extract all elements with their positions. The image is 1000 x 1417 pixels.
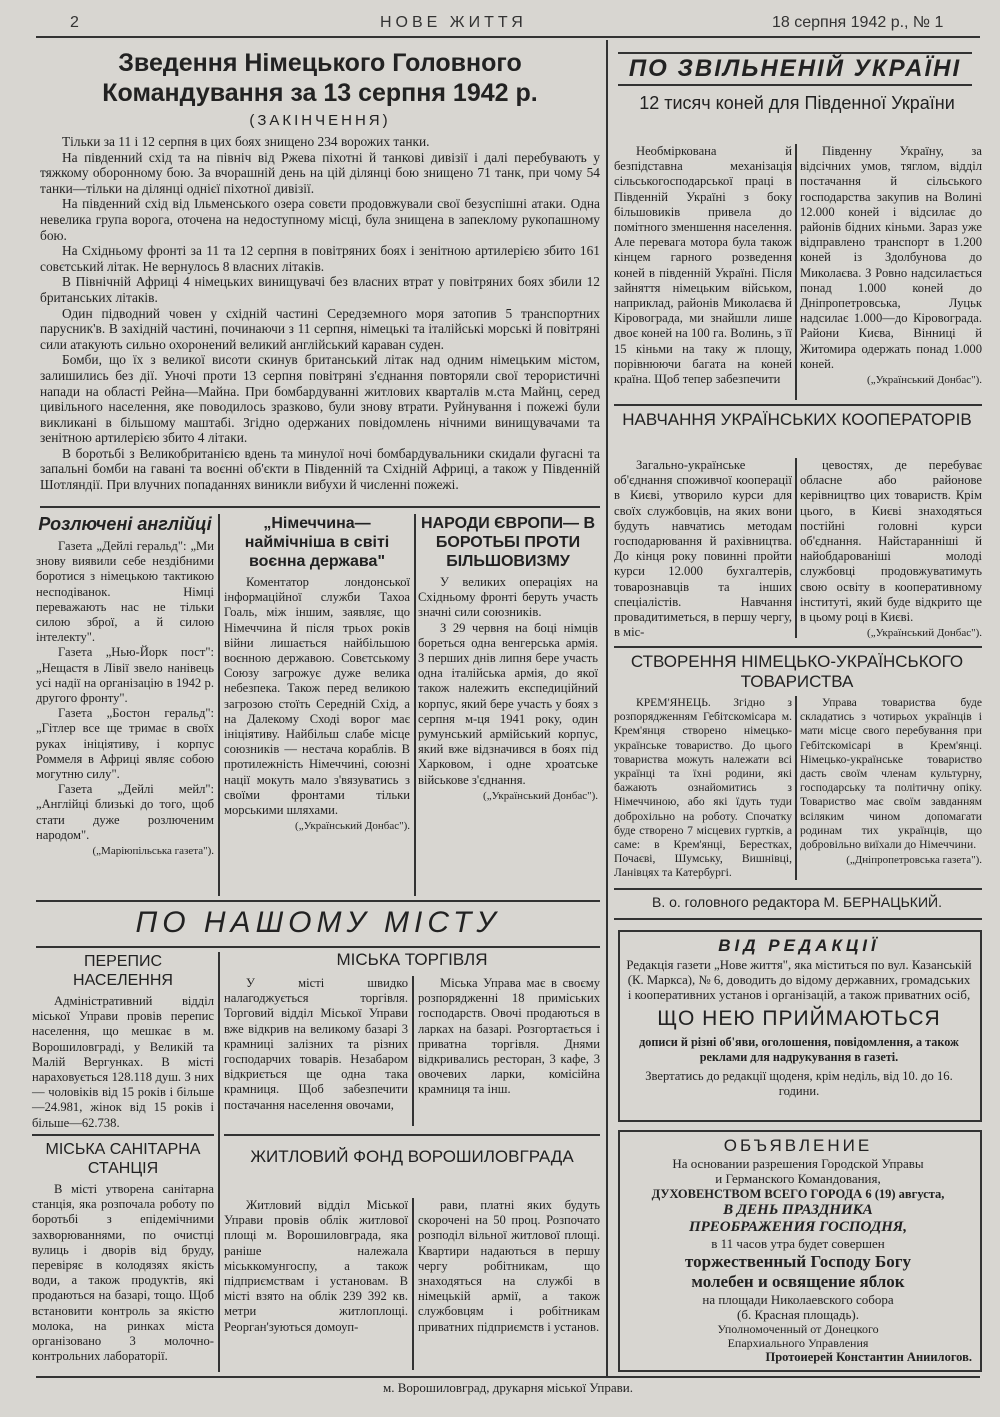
column-divider — [218, 514, 220, 896]
horses-left-text: Необміркована й безпідставна механізація сільськогосподарської праці в Південній Україні з боку більшовиків привела до помітного зменшення населення. Але перевага мотора була також кінцем гарного розведення коней в південній Україні. Після зайняття німецьким військом, наприклад, районів Миколаєва й Кіровограда, ми знайшли лише двоє коней на 100 га. Волинь, з її 15 кіньми на таку ж площу, порівнюючи багата на коней країна. Щоб тепер забезпечити — [614, 144, 792, 387]
source-note: („Дніпропетровська газета"). — [846, 854, 982, 867]
editorial-bold: дописи й різні об'яви, оголошення, повідомлення, а також реклами для надрукування в газеті. — [639, 1035, 959, 1064]
horses-left — [614, 144, 792, 387]
society-right-text: Управа товариства буде складатись з чотирьох українців і мати місце свого перебування при Гебітскомісарі в Крем'янці. Німецько-українське товариство дасть своїм членам культурну, господарську та політичну опіку. Товариство має своїм завданням всіляким чином допомагати родинам тих українців, що добровільно виїхали до Німеччини. — [800, 696, 982, 852]
source-note: („Український Донбас"). — [295, 820, 410, 833]
svodka-title-line2: Командування за 13 серпня 1942 р. — [102, 79, 538, 107]
society-title: СТВОРЕННЯ НІМЕЦЬКО-УКРАЇНСЬКОГО ТОВАРИСТВА — [630, 652, 964, 691]
society-left-text: КРЕМ'ЯНЕЦЬ. Згідно з розпорядженням Гебітскомісара м. Крем'янця створено німецько-українське товариство. До цього товариства можуть належати всі українці та їхні родини, які бажають ознайомитись з Німеччиною, або які їдуть туди доброхільно на роботу. Спочатку буде створено 7 місцевих гуртків, а саме: в Крем'янці, Берестках, Почаєві, Шумську, Вишнівці, Ланівцях та Катербургі. — [614, 696, 792, 880]
source-note: („Український Донбас"). — [867, 374, 982, 387]
column-divider — [414, 514, 416, 896]
editorial-big: ЩО НЕЮ ПРИЙМАЮТЬСЯ — [657, 1007, 941, 1030]
europe-article — [418, 514, 598, 802]
quote-paragraph: Газета „Дейлі мейл": „Англійці близькі до того, щоб стати дуже розлюченим народом". — [36, 782, 214, 842]
svodka-paragraph: В боротьбі з Великобританією вдень та минулої ночі бомбардувальники скидали фугасні та запальні бомби на гавані та воєнні об'єкти в Південній та Східній Африці, а також у Південній Шотляндії. При влучних попаданнях виникли вибухи й численні пожежі. — [40, 445, 600, 493]
editorial-text: Редакція газети „Нове життя", яка міститься по вул. Казанській (К. Маркса), № 6, доводить до відому державних, громадських і кооперативних установ і організацій, а також приватних осіб, — [626, 958, 972, 1002]
page-column-divider — [606, 40, 608, 1376]
announcement-line: в 11 часов утра будет совершен — [711, 1236, 885, 1251]
germany-paragraph: Коментатор лондонської інформаційної служби Тахоа Гоаль, між іншим, заявляє, що Німеччина й після трьох років війни лишається найбільшою воєнною державою. Совєтському Союзу загрожує дуже велика небезпека. Також перед великою загрозою стоїть Середній Схід, а на Далекому Сході ворог має ініціятиву. Найбільш слабе місце союзників — нестача кораблів. В протилежність Німеччині, союзні нації мокуть мало з'вязуватись з своїми фронтами тільки морськими шляхами. — [224, 575, 410, 818]
editorial-title: ВІД РЕДАКЦІЇ — [718, 936, 880, 955]
coop-right-text: цевостях, де перебуває обласне або районове керівництво цих товариств. Крім цього, в Києві знаходяться постійні головні курси об'єднання. Найстаранніші й найобдарованіші молоді службовці продовжуватимуть свою освіту в кооперативному інституті, який буде відкрито ще в цьому році в Києві. — [800, 458, 982, 625]
angry-english-title: Розлючені англійці — [38, 514, 212, 534]
editorial-hours: Звертатись до редакції щоденя, крім неділь, від 10. до 16. години. — [645, 1069, 953, 1098]
ukraine-banner: ПО ЗВІЛЬНЕНІЙ УКРАЇНІ — [628, 55, 962, 82]
editorial-content — [626, 936, 972, 1099]
horses-right-text: Південну Україну, за відсічних умов, тяглом, відділ постачання й сільського господарства закупив на Волині 12.000 коней і відсилає до районів бідних кіньми. Зараз уже відправлено транспорт в 1.200 коней із Здолбунова до Миколаєва. З Ровно надсилається понад 1.000 коней до Дніпропетровська, Луцьк надсилає 1.000—до Кіровограда. Райони Києва, Вінниці й Житомира одержать понад 1.000 коней. — [800, 144, 982, 371]
housing-right — [418, 1198, 600, 1335]
horses-right — [800, 144, 982, 386]
svodka-paragraph: Бомби, що їх з великої висоти скинув британський літак над одним німецьким містом, залишились без дії. Уночі проти 13 серпня повітряні з'єднання повторяли свої терористичні напади на області Рейна—Майна. При бомбардуванні житлових кварталів м.ста Майнц, серед цивільного населення, яке поводилось зразково, були знову втрати. Руйнування і пожежі були викликані в більшому маштабі. Згідно одержаних повідомлень нічними винищувачами та зенітною артилерією збито 4 літаки. — [40, 352, 600, 446]
trade-title: МІСЬКА ТОРГІВЛЯ — [336, 950, 488, 969]
announcement-line: Епархиального Управления — [727, 1336, 869, 1350]
germany-title: „Німеччина— наймічніша в світі воєнна держава" — [244, 515, 390, 570]
coop-left — [614, 458, 792, 640]
announcement-line: и Германского Командования, — [715, 1171, 881, 1186]
housing-left — [224, 1198, 408, 1335]
city-banner: ПО НАШОМУ МІСТУ — [135, 906, 501, 939]
city-banner-rule — [36, 900, 600, 902]
svodka-paragraph: Тільки за 11 і 12 серпня в цих боях знищено 234 ворожих танки. — [62, 134, 430, 149]
coop-right — [800, 458, 982, 639]
europe-paragraph: У великих операціях на Східньому фронті беруть участь значні сили союзників. — [418, 575, 598, 620]
svodka-paragraph: В Північній Африці 4 німецьких винищувачі без власних втрат у повітряних боях збили 12 британських літаків. — [40, 274, 600, 305]
printer-line: м. Ворошиловград, друкарня міської Управи. — [383, 1380, 633, 1395]
column-divider — [795, 144, 797, 400]
horses-title: 12 тисяч коней для Південної України — [639, 93, 955, 113]
angry-english-article — [36, 514, 214, 857]
quote-paragraph: Газета „Дейлі геральд": „Ми знову виявили себе нездібними боротися з німецькою тактикою несподіванок. Німці переважають нас не тільки силою зброї, а й силою інтелекту". — [36, 539, 214, 645]
paper-name: НОВЕ ЖИТТЯ — [380, 14, 527, 31]
source-note: („Маріюпільська газета"). — [92, 845, 214, 858]
footer-rule — [36, 1376, 980, 1378]
germany-article — [224, 514, 410, 832]
article-rule — [32, 1134, 214, 1136]
trade-right — [418, 976, 600, 1098]
housing-left-text: Житловий відділ Міської Управи провів облік житлової площі м. Ворошиловграда, яка раніше належала міськкомунгоспу, а також підприємствам і установам. В місті взято на облік 239 392 кв. метри житлоплощі. Реорган'зуються домоуп- — [224, 1198, 408, 1334]
trade-right-text: Міська Управа має в своєму розпорядженні 18 приміських господарств. Овочі продаються в ларках на базарі. Розгортається і приватна торгівля. Днями відкривались ресторан, 3 кафе, 3 овочевих ларки, комісійна крамниця та інш. — [418, 976, 600, 1097]
announcement-line: на площади Николаевского собора — [702, 1292, 894, 1307]
header-rule — [36, 36, 980, 38]
quote-paragraph: Газета „Нью-Йорк пост": „Нещастя в Лівії звело нанівець усі надії на організацію в 1942 р. другого фронту". — [36, 645, 214, 706]
announcement-title: ОБЪЯВЛЕНИЕ — [723, 1136, 873, 1155]
sanitary-title: МІСЬКА САНІТАРНА СТАНЦІЯ — [45, 1141, 201, 1177]
announcement-line: торжественный Господу Богу — [685, 1252, 911, 1271]
coop-title: НАВЧАННЯ УКРАЇНСЬКИХ КООПЕРАТОРІВ — [622, 410, 972, 429]
svodka-body — [40, 134, 600, 493]
announcement-line: Протоиерей Константин Аниилогов. — [765, 1350, 972, 1364]
column-divider — [795, 696, 797, 880]
column-divider — [412, 976, 414, 1126]
page-number: 2 — [70, 14, 79, 31]
article-rule — [614, 646, 982, 648]
svodka-title — [40, 48, 600, 129]
census-article — [32, 952, 214, 1131]
svodka-paragraph: На Східньому фронті за 11 та 12 серпня в повітряних боях і зенітною артилерією збито 161 совєтський літак. Не вернулось 8 власних літаків. — [40, 243, 600, 274]
housing-right-text: рави, платні яких будуть скорочені на 50 проц. Розпочато розподіл вільної житлової площі. Квартири надаються в першу чергу робітникам, що знаходяться на службі в німецькій армії, а також службовцям і робітникам приватних підприємств і установ. — [418, 1198, 600, 1334]
svodka-paragraph: На південний схід від Ільменського озера совєти продовжували свої безуспішні атаки. Одна невелика група ворога, оточена на недоступному місці, була знищена в запеклому рукопашному бою. — [40, 196, 600, 243]
announcement-content — [624, 1136, 972, 1365]
svodka-title-line1: Зведення Німецького Головного — [118, 49, 522, 77]
article-rule — [614, 918, 982, 920]
svodka-paragraph: На південний схід та на північ від Ржева піхотні й танкові дивізії і далі перебувають у тяжкому оборонному бою. За вчорашній день на цій ділянці бою знищено 71 танк, при чому 54 танки—тільки на ділянці однієї піхотної дивізії. — [40, 149, 600, 196]
article-rule — [614, 888, 982, 890]
sanitary-article — [32, 1140, 214, 1364]
announcement-line: молебен и освящение яблок — [691, 1272, 905, 1291]
column-divider — [795, 458, 797, 638]
column-divider — [412, 1198, 414, 1370]
editor-line: В. о. головного редактора М. БЕРНАЦЬКИЙ. — [652, 894, 942, 910]
announcement-line: На основании разрешения Городской Управы — [672, 1156, 924, 1171]
europe-paragraph: З 29 червня на боці німців бореться одна венгерська армія. З перших днів липня бере участь одна італійська армія, до якої також належить експедиційний корпус, який бере участь у боях з серпня м-ця 1941 року, один румунський армійський корпус, який вже відзначився в боях під Харковом, і одне хроатське військове з'єднання. — [418, 620, 598, 787]
announcement-line: В ДЕНЬ ПРАЗДНИКА — [723, 1202, 873, 1218]
announcement-line: ПРЕОБРАЖЕНИЯ ГОСПОДНЯ, — [688, 1219, 908, 1235]
svodka-subtitle: (ЗАКІНЧЕННЯ) — [249, 112, 391, 129]
svodka-paragraph: Один підводний човен у східній частині Середземного моря затопив 5 транспортних парусник'в. В західній частині, починаючи з 11 серпня, німецькі та італійські морські й повітряні сили атакують сильно охоронений великий англійський караван суден. — [40, 305, 600, 352]
society-left — [614, 696, 792, 881]
housing-title: ЖИТЛОВИЙ ФОНД ВОРОШИЛОВГРАДА — [250, 1147, 574, 1166]
census-paragraph: Адміністративний відділ міської Управи провів перепис населення, що мешкає в м. Ворошиловграді, у Великій та Малій Вергунках. В місті нараховується 128.118 душ. З них — чоловіків від 15 років і більше—24.981, жінок від 15 років і більше—62.738. — [32, 994, 214, 1130]
column-divider — [218, 952, 220, 1372]
city-banner-rule — [36, 946, 600, 948]
announcement-line: ДУХОВЕНСТВОМ ВСЕГО ГОРОДА 6 (19) августа, — [651, 1187, 945, 1201]
trade-left — [224, 976, 408, 1113]
section-rule — [40, 506, 600, 508]
census-title: ПЕРЕПИС НАСЕЛЕННЯ — [73, 953, 173, 989]
article-rule — [224, 1134, 600, 1136]
issue-date: 18 серпня 1942 р., № 1 — [772, 14, 944, 31]
source-note: („Український Донбас"). — [867, 627, 982, 640]
source-note: („Український Донбас"). — [483, 789, 598, 802]
europe-title: НАРОДИ ЄВРОПИ— В БОРОТЬБІ ПРОТИ БІЛЬШОВИЗМУ — [421, 515, 595, 570]
announcement-line: (б. Красная площадь). — [737, 1307, 859, 1322]
quote-paragraph: Газета „Бостон геральд": „Гітлер все ще тримає в своїх руках ініціятиву, і корпус Роммеля в Африці являє собою могутню силу". — [36, 706, 214, 782]
society-right — [800, 696, 982, 866]
sanitary-paragraph: В місті утворена санітарна станція, яка розпочала роботу по боротьбі з епідемічними захворюваннями, по очистці вулиць і дворів від бруду, перевіряє в колодязях якість води, а також продуктів, які продаються на базарі, тощо. Щоб встановити контроль за якістю молока, на ринках міста організовано 3 молочно-контрольних лабораторії. — [32, 1182, 214, 1364]
trade-left-text: У місті швидко налагоджується торгівля. Торговий відділ Міської Управи вже відкрив на великому базарі 3 крамниці залізних та різних господарчих товарів. Незабаром відкриється ще одна така крамниця. Щоб забезпечити постачання населення овочами, — [224, 976, 408, 1112]
article-rule — [614, 404, 982, 406]
announcement-line: Уполномоченный от Донецкого — [717, 1322, 879, 1336]
coop-left-text: Загально-українське об'єднання споживчої кооперації в Києві, утворило курси для своїх службовців, на яких вони будуть навчатись методам господарювання й рахівництва. До кінця року повинні пройти курси 12.000 бухгалтерів, товарознавців та інших спеціалістів. Навчання провадитиметься, в першу чергу, в міс- — [614, 458, 792, 640]
